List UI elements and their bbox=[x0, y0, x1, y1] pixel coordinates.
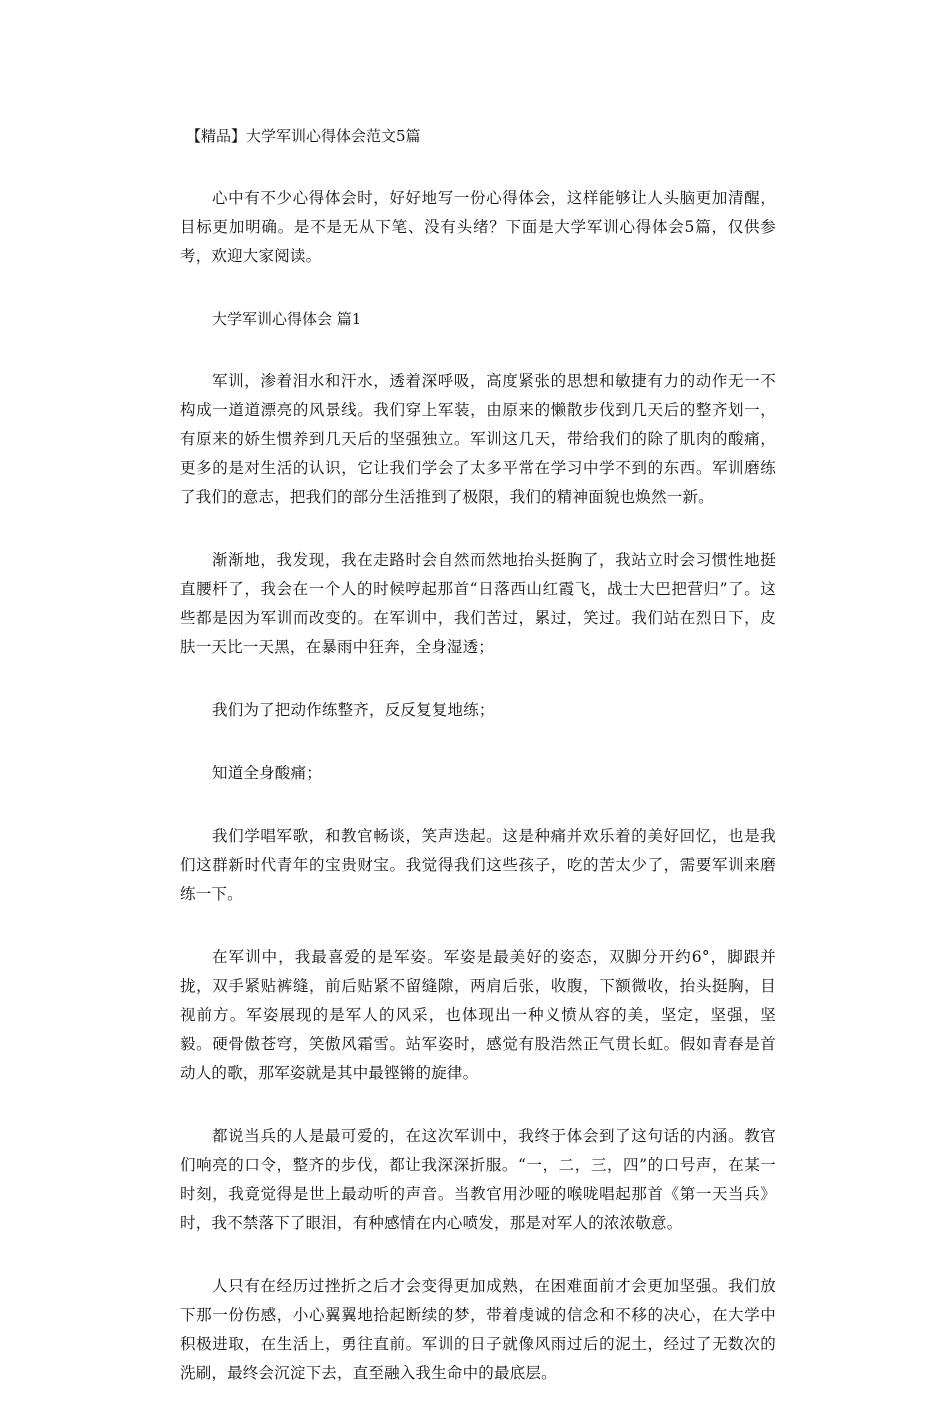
body-paragraph: 渐渐地，我发现，我在走路时会自然而然地抬头挺胸了，我站立时会习惯性地挺直腰杆了，我会在一个人的时候哼起那首“日落西山红霞飞，战士大巴把营归”了。这些都是因为军训而改变的。在军训中，我们苦过，累过，笑过。我们站在烈日下，皮肤一天比一天黑，在暴雨中狂奔，全身湿透； bbox=[180, 551, 776, 656]
body-paragraph: 军训，渗着泪水和汗水，透着深呼吸，高度紧张的思想和敏捷有力的动作无一不构成一道道漂亮的风景线。我们穿上军装，由原来的懒散步伐到几天后的整齐划一，有原来的娇生惯养到几天后的坚强独立。军训这几天，带给我们的除了肌肉的酸痛，更多的是对生活的认识，它让我们学会了太多平常在学习中学不到的东西。军训磨练了我们的意志，把我们的部分生活推到了极限，我们的精神面貌也焕然一新。 bbox=[180, 372, 776, 506]
body-paragraph: 人只有在经历过挫折之后才会变得更加成熟，在困难面前才会更加坚强。我们放下那一份伤感，小心翼翼地拾起断续的梦，带着虔诚的信念和不移的决心，在大学中积极进取，在生活上，勇往直前。军训的日子就像风雨过后的泥土，经过了无数次的洗刷，最终会沉淀下去，直至融入我生命中的最底层。 bbox=[180, 1277, 776, 1382]
body-paragraph: 都说当兵的人是最可爱的，在这次军训中，我终于体会到了这句话的内涵。教官们响亮的口令，整齐的步伐，都让我深深折服。“一，二，三，四”的口号声，在某一时刻，我竟觉得是世上最动听的声音。当教官用沙哑的喉咙唱起那首《第一天当兵》时，我不禁落下了眼泪，有种感情在内心喷发，那是对军人的浓浓敬意。 bbox=[180, 1127, 776, 1232]
body-paragraph: 知道全身酸痛； bbox=[212, 764, 322, 782]
section-heading: 大学军训心得体会 篇1 bbox=[212, 310, 362, 328]
document-page bbox=[180, 122, 776, 1422]
body-paragraph: 我们学唱军歌，和教官畅谈，笑声迭起。这是种痛并欢乐着的美好回忆，也是我们这群新时代青年的宝贵财宝。我觉得我们这些孩子，吃的苦太少了，需要军训来磨练一下。 bbox=[180, 827, 776, 903]
body-paragraph: 我们为了把动作练整齐，反反复复地练； bbox=[212, 701, 495, 719]
document-title: 【精品】大学军训心得体会范文5篇 bbox=[186, 127, 421, 145]
intro-paragraph: 心中有不少心得体会时，好好地写一份心得体会，这样能够让人头脑更加清醒，目标更加明确。是不是无从下笔、没有头绪？下面是大学军训心得体会5篇，仅供参考，欢迎大家阅读。 bbox=[180, 189, 776, 265]
body-paragraph: 在军训中，我最喜爱的是军姿。军姿是最美好的姿态，双脚分开约6°，脚跟并拢，双手紧贴裤缝，前后贴紧不留缝隙，两肩后张，收腹，下额微收，抬头挺胸，目视前方。军姿展现的是军人的风采，也体现出一种义愤从容的美，坚定，坚强，坚毅。硬骨傲苍穹，笑傲风霜雪。站军姿时，感觉有股浩然正气贯长虹。假如青春是首动人的歌，那军姿就是其中最铿锵的旋律。 bbox=[180, 948, 776, 1082]
